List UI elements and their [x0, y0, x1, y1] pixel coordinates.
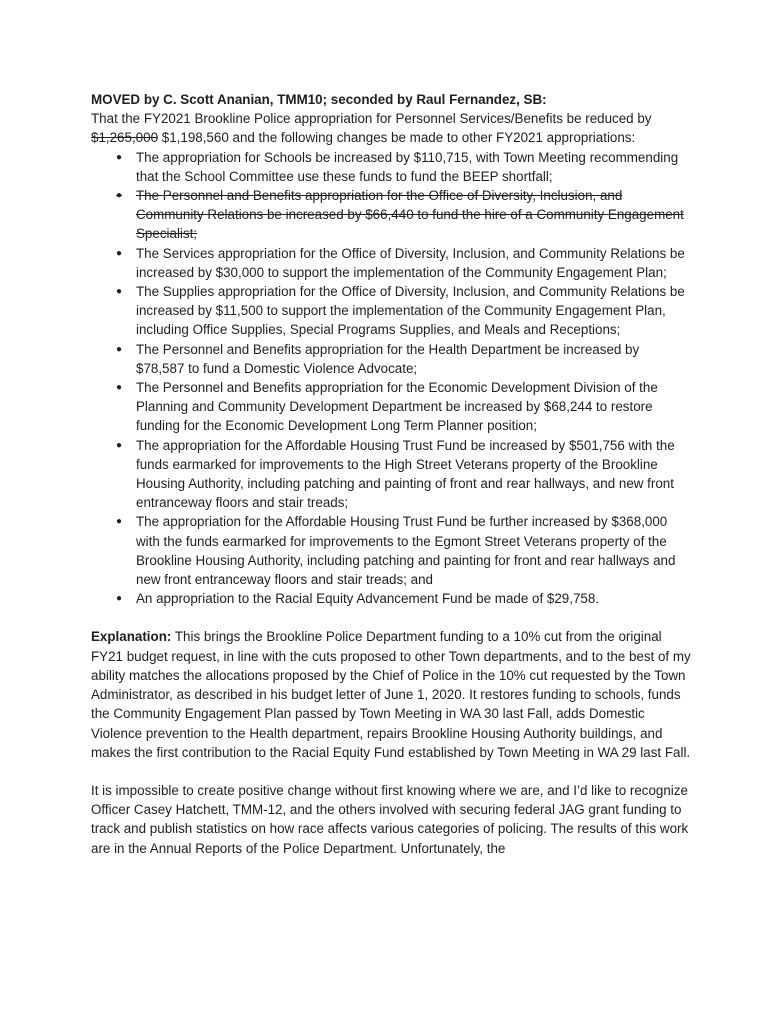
list-item-text: The appropriation for the Affordable Housing Trust Fund be further increased by $368,000 with the funds earmarked for improvements to the Egmont Street Veterans property of the Brookline Housing Authority, including patching and painting for front and rear hallways and new front entranceway floors and stair treads; and — [136, 514, 676, 588]
closing-paragraph: It is impossible to create positive change without first knowing where we are, and I’d like to recognize Officer Casey Hatchett, TMM-12, and the others involved with securing federal JAG grant funding to track and publish statistics on how race affects various categories of policing. The results of this work are in the Annual Reports of the Police Department. Unfortunately, the — [91, 782, 689, 856]
list-item — [91, 148, 691, 186]
motion-heading: MOVED by C. Scott Ananian, TMM10; seconded by Raul Fernandez, SB: — [91, 92, 547, 107]
list-item-text: The appropriation for the Affordable Housing Trust Fund be increased by $501,756 with the funds earmarked for improvements to the High Street Veterans property of the Brookline Housing Authority, including patching and painting of front and rear hallways, and new front entranceway floors and stair treads; — [136, 437, 675, 511]
document-page — [91, 90, 691, 858]
paragraph-spacer — [91, 762, 691, 781]
list-item-struck — [91, 186, 691, 244]
list-item — [91, 436, 691, 513]
motion-intro — [91, 109, 691, 147]
list-item — [91, 340, 691, 378]
explanation-paragraph — [91, 627, 691, 761]
explanation-label: Explanation: — [91, 629, 172, 645]
list-item-text: The Personnel and Benefits appropriation for the Health Department be increased by $78,587 to fund a Domestic Violence Advocate; — [136, 341, 640, 376]
list-item-text: The Personnel and Benefits appropriation for the Economic Development Division of the Planning and Community Development Department be increased by $68,244 to restore funding for the Economic Development Long Term Planner position; — [136, 380, 658, 434]
bullet-icon: ● — [116, 382, 123, 394]
motion-intro-after: $1,198,560 and the following changes be made to other FY2021 appropriations: — [158, 130, 636, 146]
paragraph-spacer — [91, 608, 691, 627]
list-item — [91, 378, 691, 436]
list-item-text: The Personnel and Benefits appropriation for the Office of Diversity, Inclusion, and Community Relations be increased by $66,440 to fund the hire of a Community Engagement Specialist; — [136, 188, 684, 242]
list-item — [91, 589, 691, 608]
bullet-icon: ● — [116, 286, 123, 298]
list-item-text: An appropriation to the Racial Equity Advancement Fund be made of $29,758. — [136, 591, 600, 607]
bullet-icon: ● — [116, 190, 123, 202]
list-item — [91, 512, 691, 589]
list-item-text: The Supplies appropriation for the Office of Diversity, Inclusion, and Community Relations be increased by $11,500 to support the implementation of the Community Engagement Plan, including Office Supplies, Special Programs Supplies, and Meals and Receptions; — [136, 284, 685, 338]
motion-intro-before: That the FY2021 Brookline Police appropriation for Personnel Services/Benefits be reduced by — [91, 111, 652, 127]
bullet-icon: ● — [116, 151, 123, 163]
bullet-icon: ● — [116, 516, 123, 528]
bullet-icon: ● — [116, 247, 123, 259]
explanation-text: This brings the Brookline Police Department funding to a 10% cut from the original FY21 budget request, in line with the cuts proposed to other Town departments, and to the best of my ability matches the allocations proposed by the Chief of Police in the 10% cut requested by the Town Administrator, as described in his budget letter of June 1, 2020. It restores funding to schools, funds the Community Engagement Plan passed by Town Meeting in WA 30 last Fall, adds Domestic Violence prevention to the Health department, repairs Brookline Housing Authority buildings, and makes the first contribution to the Racial Equity Fund established by Town Meeting in WA 29 last Fall. — [91, 629, 691, 760]
list-item — [91, 244, 691, 282]
list-item-text: The Services appropriation for the Office of Diversity, Inclusion, and Community Relations be increased by $30,000 to support the implementation of the Community Engagement Plan; — [136, 245, 685, 280]
appropriation-list — [91, 148, 691, 609]
list-item — [91, 282, 691, 340]
bullet-icon: ● — [116, 593, 123, 605]
bullet-icon: ● — [116, 343, 123, 355]
struck-amount: $1,265,000 — [91, 130, 159, 146]
list-item-text: The appropriation for Schools be increased by $110,715, with Town Meeting recommending that the School Committee use these funds to fund the BEEP shortfall; — [136, 149, 679, 184]
bullet-icon: ● — [116, 439, 123, 451]
